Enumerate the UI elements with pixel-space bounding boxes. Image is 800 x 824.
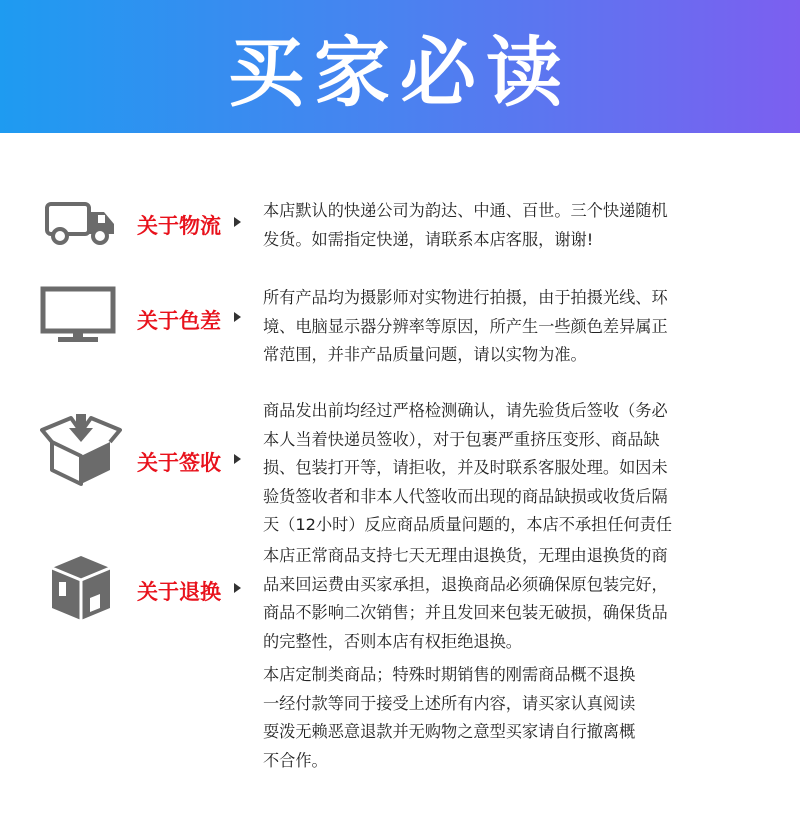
section-text: 商品发出前均经过严格检测确认，请先验货后签收（务必 本人当着快递员签收），对于包裹严重挤压变形、商品缺 损、包装打开等，请拒收，并及时联系客服处理。如因未 验货签收者和非本人代签收而出现的商品缺损或收货后隔 天（12小时）反应商品质量问题的，本店不承担任何责任 [263,401,673,534]
section-label: 关于色差 [137,309,221,333]
package-in-icon [40,412,122,490]
arrow-icon [234,312,241,322]
section-text: 本店正常商品支持七天无理由退换货，无理由退换货的商 品来回运费由买家承担，退换商品必须确保原包装完好， 商品不影响二次销售；并且发回来包装无破损，确保货品 的完整性，否则本店有权拒绝退换。 [263,546,668,651]
monitor-icon [40,286,116,348]
banner-title: 买家必读 [228,28,572,117]
section-label: 关于退换 [137,580,221,604]
section-label: 关于物流 [137,214,221,238]
section-label: 关于签收 [137,451,221,475]
section-text: 本店默认的快递公司为韵达、中通、百世。三个快递随机 发货。如需指定快递，请联系本店客服，谢谢! [263,201,668,249]
section-text: 所有产品均为摄影师对实物进行拍摄，由于拍摄光线、环 境、电脑显示器分辨率等原因，所产生一些颜色差异属正 常范围，并非产品质量问题，请以实物为准。 [263,288,668,364]
arrow-icon [234,583,241,593]
arrow-icon [234,217,241,227]
arrow-icon [234,454,241,464]
section-text-custom: 本店定制类商品；特殊时期销售的刚需商品概不退换 一经付款等同于接受上述所有内容，请买家认真阅读 耍泼无赖恶意退款并无购物之意型买家请自行撤离概 不合作。 [263,665,636,770]
header-banner [0,0,800,133]
truck-icon [44,198,118,250]
return-box-icon [48,552,114,626]
